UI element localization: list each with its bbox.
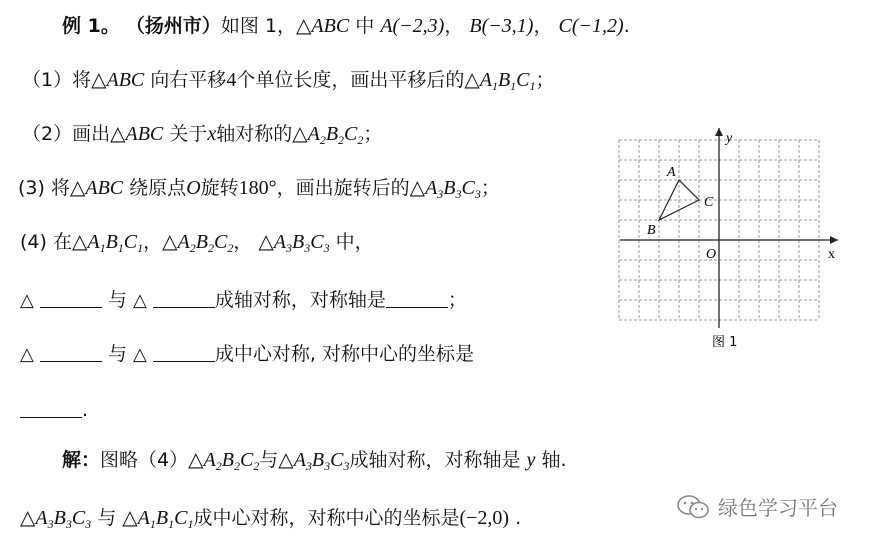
q3-result-triangle: $\triangle A_3B_3C_3$ (409, 177, 481, 201)
q1-text-a: 向右平移 (150, 69, 227, 91)
solution-end: . (515, 507, 522, 529)
sep: ， (444, 15, 464, 37)
triangle-abc: △ABC (296, 15, 350, 37)
question-4 (20, 230, 374, 254)
q4b-text: 成中心对称, 对称中心的坐标是 (214, 343, 474, 365)
q4a-text: 成轴对称，对称轴是 (214, 289, 386, 311)
answer-blank-4[interactable] (40, 343, 102, 362)
solution-axis: y (526, 449, 536, 471)
tri-symbol: △ (133, 290, 147, 311)
solution-triangle-1: $\triangle A_1B_1C_1$ (122, 507, 194, 531)
solution-text-d: 成中心对称，对称中心的坐标是 (193, 507, 460, 529)
point-b: B(−3,1) (469, 15, 534, 37)
wechat-icon (676, 494, 710, 520)
q4-end: 中， (335, 231, 374, 253)
comma: ， (143, 231, 163, 253)
q4c-end: . (82, 399, 89, 421)
coordinate-grid (612, 118, 848, 350)
q4a-mid: 与 (107, 289, 127, 311)
x-axis-arrow-icon (830, 236, 838, 244)
point-c: C(−1,2) (558, 15, 624, 37)
solution-triangle-2: $\triangle A_2B_2C_2$ (188, 449, 260, 473)
q1-triangle: △ABC (91, 69, 145, 91)
solution-text-a: 图略（4） (100, 449, 189, 471)
q3-number: (3) 将 (18, 177, 70, 199)
vertex-c-label: C (704, 195, 714, 210)
example-source: （扬州市） (125, 15, 221, 37)
tri-symbol: △ (20, 290, 34, 311)
question-4b (20, 342, 474, 367)
q1-units: 4 (226, 69, 237, 91)
figure-caption: 图 1 (712, 335, 738, 350)
solution-mid-2: 与 (97, 507, 117, 529)
q2-text-a: 关于 (169, 123, 208, 145)
q3-text-a: 绕原点 (129, 177, 187, 199)
x-axis-label: x (828, 247, 835, 262)
q2-triangle: △ABC (110, 123, 164, 145)
q2-end: ； (363, 123, 383, 145)
example-line (62, 14, 630, 38)
solution-line-2 (20, 506, 521, 530)
point-a: A(−2,3) (380, 15, 445, 37)
solution-text-c: 轴. (541, 449, 567, 471)
answer-blank-2[interactable] (153, 289, 215, 308)
q4-number: (4) 在 (20, 231, 72, 253)
question-3 (18, 176, 500, 200)
question-1 (22, 68, 555, 92)
q3-end: ； (480, 177, 500, 199)
y-axis-label: y (726, 131, 733, 146)
solution-triangle-3: $\triangle A_3B_3C_3$ (278, 449, 350, 473)
solution-center: (−2,0) (459, 507, 510, 529)
solution-line-1 (62, 448, 567, 472)
answer-blank-5[interactable] (153, 343, 215, 362)
q3-origin: O (186, 177, 201, 199)
end: . (623, 15, 630, 37)
q4-triangle-1: $\triangle A_1B_1C_1$ (71, 231, 144, 255)
question-2 (22, 122, 382, 146)
q1-text-b: 个单位长度，画出平移后的 (236, 69, 465, 91)
example-intro-b: 中 (355, 15, 375, 37)
vertex-a-label: A (667, 165, 676, 180)
q2-result-triangle: $\triangle A_2B_2C_2$ (292, 123, 364, 147)
tri-symbol: △ (20, 344, 34, 365)
q4-triangle-2: $\triangle A_2B_2C_2$ (162, 231, 234, 255)
question-4a (20, 288, 467, 313)
sep: ， (533, 15, 553, 37)
answer-blank-3[interactable] (386, 289, 448, 308)
q3-angle: 180° (238, 177, 277, 199)
q1-end: ； (535, 69, 555, 91)
origin-label: O (706, 247, 717, 262)
question-4c (20, 398, 88, 422)
answer-blank-6[interactable] (20, 399, 82, 418)
solution-label: 解： (62, 449, 101, 471)
q4-triangle-3: $\triangle A_3B_3C_3$ (258, 231, 330, 255)
q2-text-b: 轴对称的 (216, 123, 293, 145)
answer-blank-1[interactable] (40, 289, 102, 308)
solution-mid: 与 (259, 449, 279, 471)
q1-number: （1）将 (22, 69, 92, 91)
q3-text-b: 旋转 (200, 177, 239, 199)
q3-text-c: ，画出旋转后的 (276, 177, 410, 199)
q2-axis: x (207, 123, 217, 145)
figure-1 (612, 118, 848, 354)
q1-result-triangle: $\triangle A_1B_1C_1$ (464, 69, 536, 93)
watermark-text: 绿色学习平台 (718, 496, 838, 520)
tri-symbol: △ (133, 344, 147, 365)
comma: ， (233, 231, 253, 253)
solution-triangle-3b: $\triangle A_3B_3C_3$ (20, 507, 92, 531)
example-intro: 如图 1， (220, 15, 297, 37)
q2-number: （2）画出 (22, 123, 111, 145)
solution-text-b: 成轴对称，对称轴是 (349, 449, 521, 471)
watermark (676, 492, 838, 521)
q4a-end: ； (447, 289, 467, 311)
example-label: 例 1。 (62, 15, 120, 37)
vertex-b-label: B (647, 223, 656, 238)
q4b-mid: 与 (107, 343, 127, 365)
y-axis-arrow-icon (715, 128, 723, 136)
q3-triangle: △ABC (69, 177, 124, 199)
